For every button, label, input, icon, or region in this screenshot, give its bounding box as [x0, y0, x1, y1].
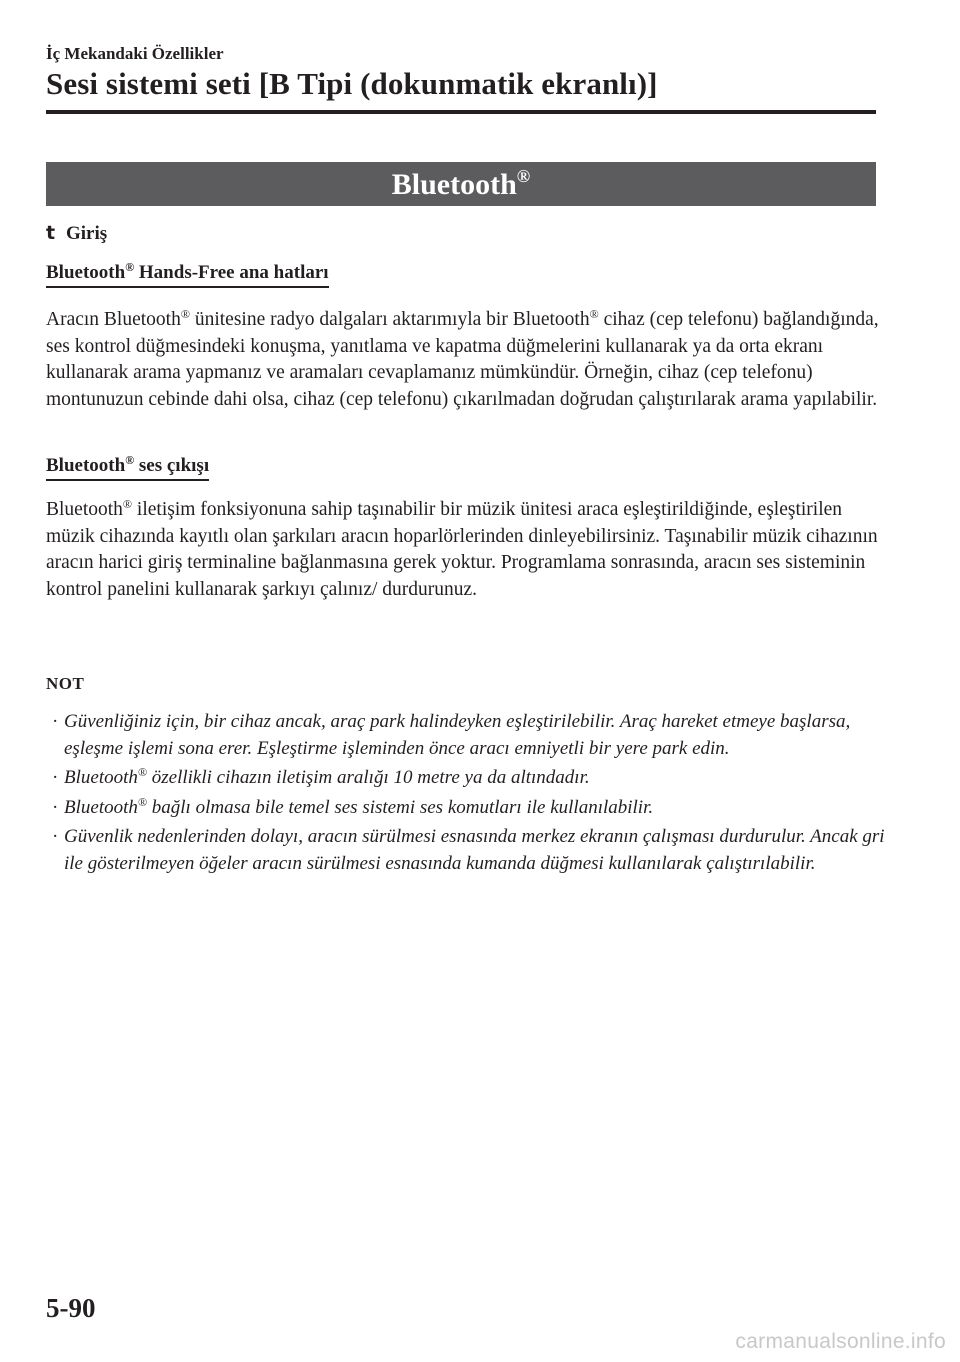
intro-heading-text: Giriş [66, 223, 108, 244]
note-item [46, 824, 886, 877]
page-title: Sesi sistemi seti [B Tipi (dokunmatik ekranlı)] [46, 66, 658, 101]
topic-title-text: ses çıkışı [134, 455, 210, 476]
topic-title-text: Hands-Free ana hatları [134, 262, 329, 283]
note-text: Bluetooth [64, 767, 138, 788]
registered-mark: ® [516, 166, 531, 186]
section-marker-icon: t [46, 222, 56, 244]
section-banner [46, 162, 876, 206]
bullet-icon: · [52, 826, 59, 847]
paragraph-text: Bluetooth [46, 499, 123, 520]
topic-title-text: Bluetooth [46, 262, 126, 283]
registered-mark: ® [125, 260, 135, 274]
watermark: carmanualsonline.info [735, 1330, 946, 1353]
registered-mark: ® [122, 497, 133, 511]
topic-title-text: Bluetooth [46, 455, 126, 476]
note-text: Bluetooth [64, 796, 138, 818]
registered-mark: ® [137, 794, 148, 809]
paragraph-audio-output [46, 497, 886, 603]
registered-mark: ® [125, 453, 135, 467]
breadcrumb: İç Mekandaki Özellikler [46, 44, 224, 63]
paragraph-text: cihaz (cep telefonu) bağlandığında, ses kontrol düğmesindeki konuşma, yanıtlama ve kapatma düğmelerini kullanarak ya da orta ekranı kullanarak arama yapmanız ve aramaları cevaplamanız mümkündür. Örneğin, cihaz (cep telefonu) montunuzun cebinde dahi olsa, cihaz (cep telefonu) çıkarılmadan doğrudan çalıştırılarak arama yapılabilir. [46, 309, 879, 410]
paragraph-text: iletişim fonksiyonuna sahip taşınabilir bir müzik ünitesi araca eşleştirildiğinde, eşleştirilen müzik cihazında kayıtlı olan şarkıları aracın hoparlörlerinden dinleyebilirsiniz. Taşınabilir müzik cihazının aracın harici giriş terminaline bağlanmasına gerek yoktur. Programlama sonrasında, aracın ses sisteminin kontrol panelini kullanarak şarkıyı çalınız/ durdurunuz. [46, 499, 878, 600]
note-item [46, 795, 886, 822]
paragraph-handsfree [46, 307, 886, 413]
paragraph-text: Aracın Bluetooth [46, 309, 181, 330]
intro-heading [46, 222, 107, 245]
registered-mark: ® [180, 307, 190, 321]
topic-title-audio-output [46, 455, 209, 481]
registered-mark: ® [589, 307, 599, 321]
note-text: bağlı olmasa bile temel ses sistemi ses komutları ile kullanılabilir. [147, 796, 654, 818]
note-text: Güvenlik nedenlerinden dolayı, aracın sürülmesi esnasında merkez ekranın çalışması durdurulur. Ancak gri ile gösterilmeyen öğeler aracın sürülmesi esnasında kumanda düğmesi kullanılarak çalıştırılabilir. [64, 826, 885, 874]
note-label: NOT [46, 674, 85, 693]
note-list [46, 709, 886, 880]
note-item [46, 765, 886, 792]
page-number: 5-90 [46, 1293, 96, 1323]
bullet-icon: · [52, 796, 59, 818]
bullet-icon: · [52, 711, 59, 732]
header-rule [46, 110, 876, 114]
note-text: özellikli cihazın iletişim aralığı 10 metre ya da altındadır. [147, 767, 590, 788]
bullet-icon: · [52, 767, 59, 788]
note-text: Güvenliğiniz için, bir cihaz ancak, araç park halindeyken eşleştirilebilir. Araç hareket etmeye başlarsa, eşleşme işlemi sona erer. Eşleştirme işleminden önce aracı emniyetli bir yere park edin. [64, 711, 851, 759]
section-title: Bluetooth [391, 168, 517, 201]
topic-title-handsfree [46, 262, 329, 288]
note-item [46, 709, 886, 762]
registered-mark: ® [137, 765, 148, 779]
paragraph-text: ünitesine radyo dalgaları aktarımıyla bir Bluetooth [189, 309, 590, 330]
